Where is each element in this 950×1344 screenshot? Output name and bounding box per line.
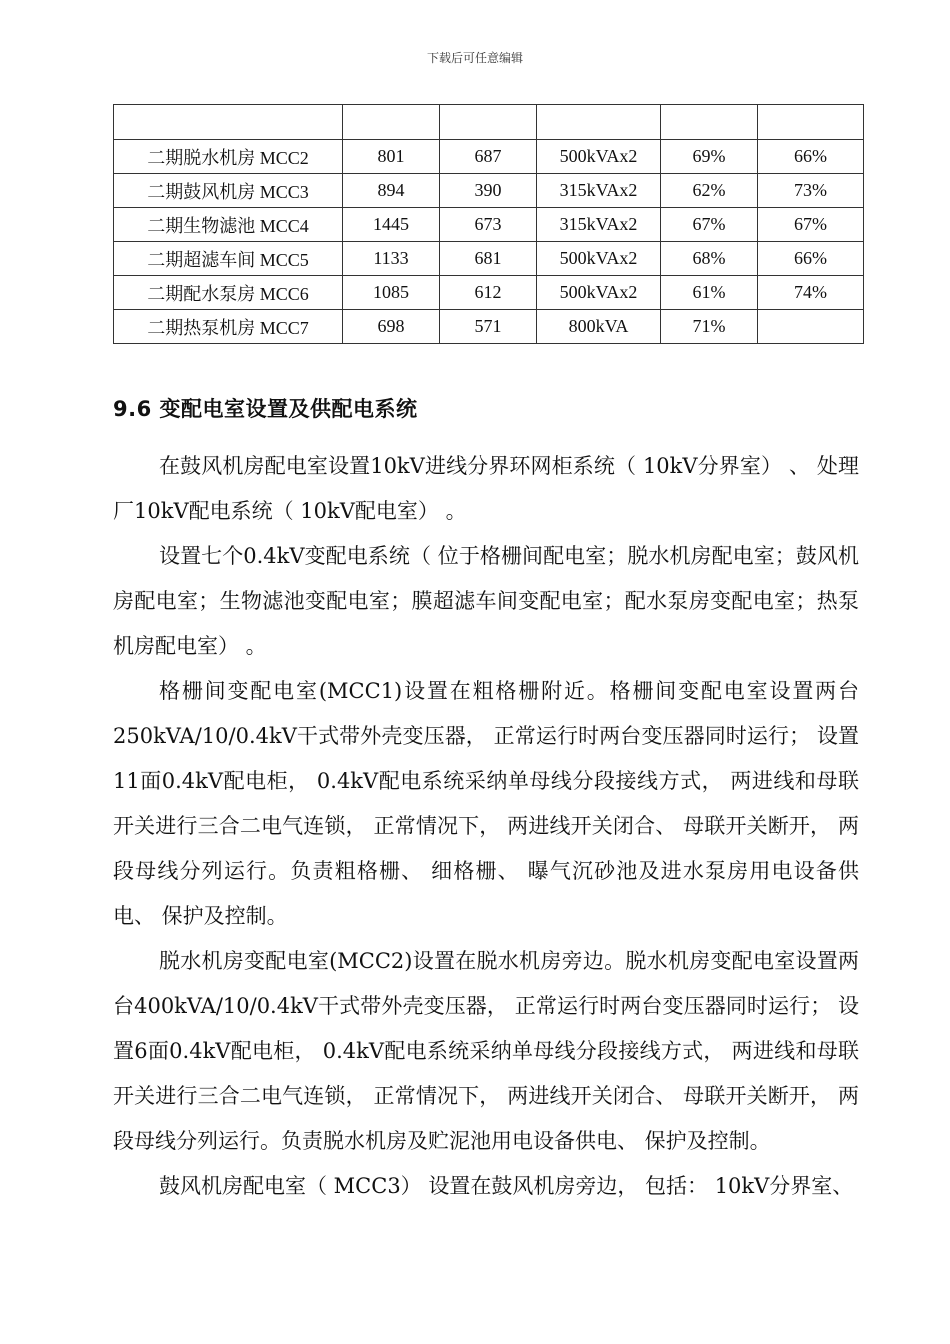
table-cell: 69% xyxy=(661,140,758,174)
table-cell: 500kVAx2 xyxy=(537,242,661,276)
table-cell: 571 xyxy=(440,310,537,344)
table-cell: 二期热泵机房 MCC7 xyxy=(114,310,343,344)
table-cell: 800kVA xyxy=(537,310,661,344)
table-row xyxy=(114,310,864,344)
section-heading: 9.6 变配电室设置及供配电系统 xyxy=(113,397,418,421)
table-cell: 68% xyxy=(661,242,758,276)
table-row xyxy=(114,208,864,242)
table-cell: 500kVAx2 xyxy=(537,276,661,310)
table-row xyxy=(114,276,864,310)
table-cell: 二期鼓风机房 MCC3 xyxy=(114,174,343,208)
table-cell: 二期脱水机房 MCC2 xyxy=(114,140,343,174)
paragraph: 脱水机房变配电室(MCC2)设置在脱水机房旁边。脱水机房变配电室设置两台400kVA/10/0.4kV干式带外壳变压器， 正常运行时两台变压器同时运行； 设置6面0.4kV配电柜， 0.4kV配电系统采纳单母线分段接线方式， 两进线和母联开关进行三合二电气连锁， 正常情况下， 两进线开关闭合、 母联开关断开， 两段母线分列运行。负责脱水机房及贮泥池用电设备供电、 保护及控制。 xyxy=(113,949,859,1153)
table-cell: 1133 xyxy=(343,242,440,276)
body-text xyxy=(113,444,859,1209)
table-row xyxy=(114,174,864,208)
paragraph: 设置七个0.4kV变配电系统（ 位于格栅间配电室；脱水机房配电室；鼓风机房配电室；生物滤池变配电室；膜超滤车间变配电室；配水泵房变配电室；热泵机房配电室） 。 xyxy=(113,544,859,658)
page-header-note: 下载后可任意编辑 xyxy=(426,51,523,65)
table-cell: 687 xyxy=(440,140,537,174)
table-cell: 612 xyxy=(440,276,537,310)
table-cell xyxy=(758,310,864,344)
table-cell: 71% xyxy=(661,310,758,344)
table-cell: 1085 xyxy=(343,276,440,310)
table-cell xyxy=(343,105,440,140)
table-cell xyxy=(758,105,864,140)
table-cell: 390 xyxy=(440,174,537,208)
table-row xyxy=(114,140,864,174)
table-cell xyxy=(114,105,343,140)
substation-table xyxy=(113,104,864,344)
table-cell: 67% xyxy=(661,208,758,242)
paragraph: 格栅间变配电室(MCC1)设置在粗格栅附近。格栅间变配电室设置两台250kVA/10/0.4kV干式带外壳变压器， 正常运行时两台变压器同时运行； 设置11面0.4kV配电柜， 0.4kV配电系统采纳单母线分段接线方式， 两进线和母联开关进行三合二电气连锁， 正常情况下， 两进线开关闭合、 母联开关断开， 两段母线分列运行。负责粗格栅、 细格栅、 曝气沉砂池及进水泵房用电设备供电、 保护及控制。 xyxy=(113,679,859,928)
table-cell: 62% xyxy=(661,174,758,208)
table-cell: 801 xyxy=(343,140,440,174)
table-cell: 315kVAx2 xyxy=(537,174,661,208)
paragraph: 在鼓风机房配电室设置10kV进线分界环网柜系统（ 10kV分界室） 、 处理厂10kV配电系统（ 10kV配电室） 。 xyxy=(113,454,859,523)
table-cell xyxy=(537,105,661,140)
table-cell: 二期超滤车间 MCC5 xyxy=(114,242,343,276)
paragraph: 鼓风机房配电室（ MCC3） 设置在鼓风机房旁边， 包括： 10kV分界室、 xyxy=(159,1174,854,1198)
table-cell: 二期配水泵房 MCC6 xyxy=(114,276,343,310)
table-cell xyxy=(440,105,537,140)
table-cell: 二期生物滤池 MCC4 xyxy=(114,208,343,242)
table-cell: 315kVAx2 xyxy=(537,208,661,242)
table-cell: 894 xyxy=(343,174,440,208)
table-cell: 500kVAx2 xyxy=(537,140,661,174)
table-row xyxy=(114,242,864,276)
table-cell: 74% xyxy=(758,276,864,310)
table-row xyxy=(114,105,864,140)
table-cell: 73% xyxy=(758,174,864,208)
table-cell: 1445 xyxy=(343,208,440,242)
table-cell: 698 xyxy=(343,310,440,344)
table-cell: 67% xyxy=(758,208,864,242)
table-cell: 61% xyxy=(661,276,758,310)
table-cell: 66% xyxy=(758,242,864,276)
table-cell: 66% xyxy=(758,140,864,174)
table-cell xyxy=(661,105,758,140)
table-cell: 673 xyxy=(440,208,537,242)
table-cell: 681 xyxy=(440,242,537,276)
